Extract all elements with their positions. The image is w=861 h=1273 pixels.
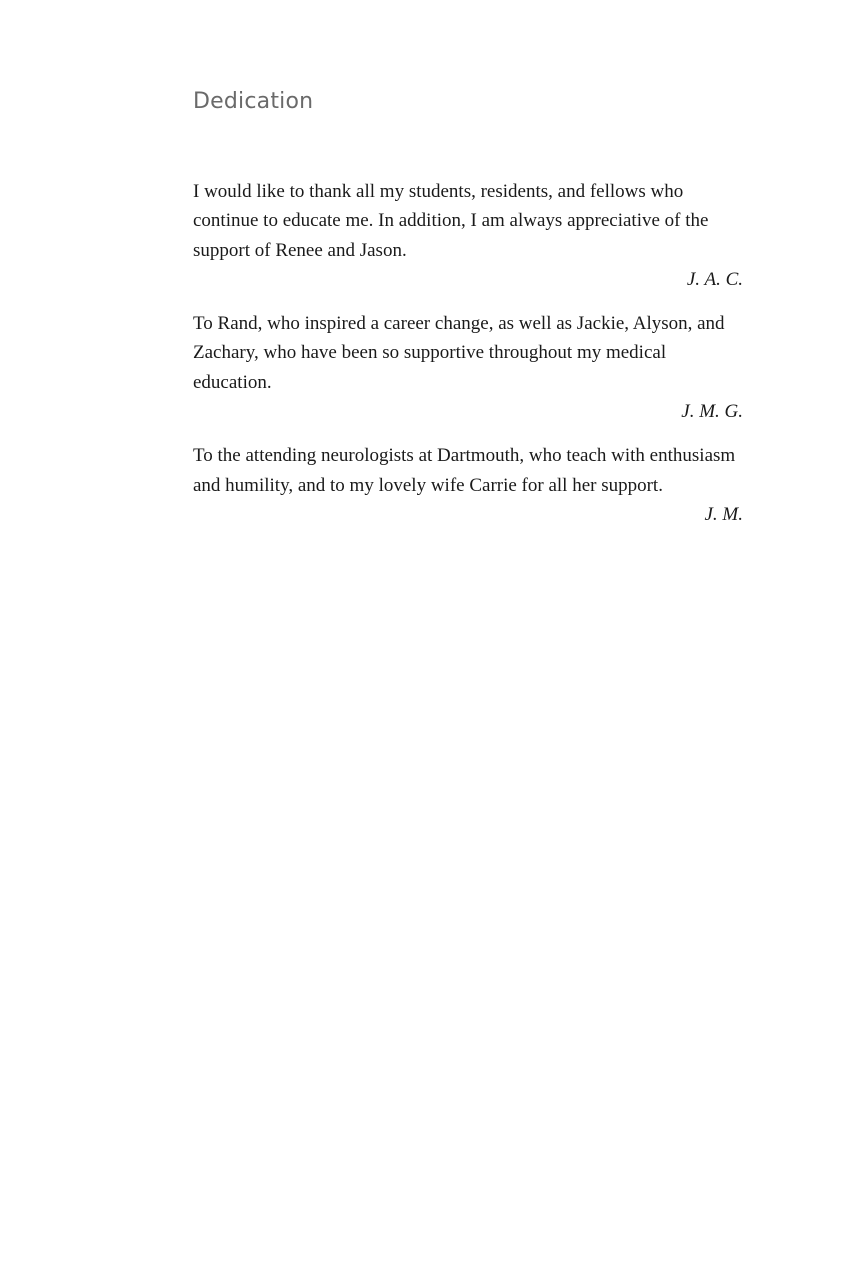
dedication-initials: J. M. G. [681,401,743,423]
dedication-text: To the attending neurologists at Dartmouth, who teach with enthusiasm and humility, and to my lovely wife Carrie for all her support. [193,445,736,496]
dedication-entry-2 [193,309,743,426]
dedication-initials: J. A. C. [686,268,743,290]
dedication-entry-1 [193,177,743,294]
page-title: Dedication [193,89,314,114]
dedication-list [193,177,743,544]
dedication-initials: J. M. [704,503,743,525]
dedication-text: I would like to thank all my students, residents, and fellows who continue to educate me. In addition, I am always appreciative of the support of Renee and Jason. [193,181,709,261]
dedication-text: To Rand, who inspired a career change, as well as Jackie, Alyson, and Zachary, who have been so supportive throughout my medical education. [193,313,725,393]
dedication-entry-3 [193,441,743,529]
